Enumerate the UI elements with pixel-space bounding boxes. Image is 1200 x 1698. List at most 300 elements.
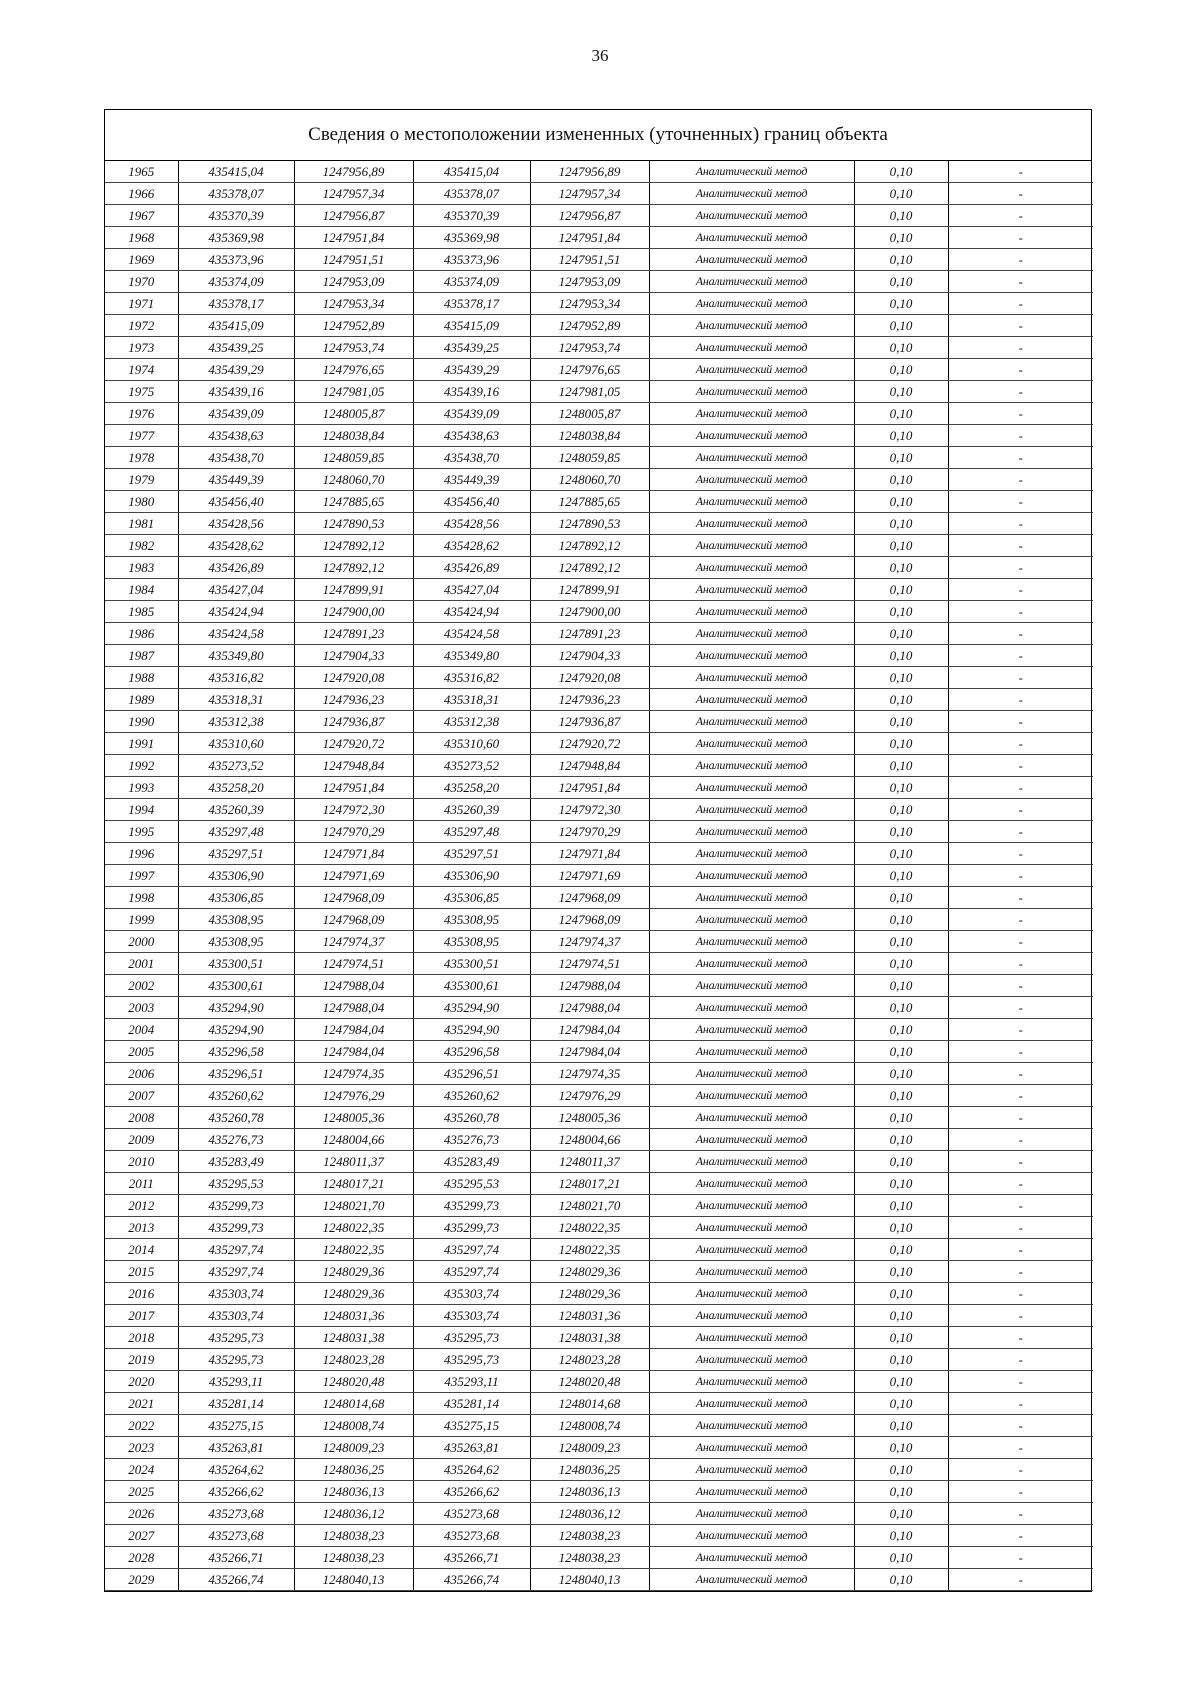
y-old-cell: 1248008,74 <box>294 1415 413 1437</box>
description-cell: - <box>948 1459 1093 1481</box>
x-old-cell: 435295,73 <box>178 1327 294 1349</box>
accuracy-cell: 0,10 <box>854 997 948 1019</box>
y-new-cell: 1248023,28 <box>530 1349 649 1371</box>
accuracy-cell: 0,10 <box>854 403 948 425</box>
y-old-cell: 1247957,34 <box>294 183 413 205</box>
x-new-cell: 435294,90 <box>413 1019 530 1041</box>
y-new-cell: 1247953,34 <box>530 293 649 315</box>
description-cell: - <box>948 667 1093 689</box>
y-old-cell: 1248038,23 <box>294 1525 413 1547</box>
table-row <box>105 1063 1093 1085</box>
method-cell: Аналитический метод <box>649 601 854 623</box>
method-cell: Аналитический метод <box>649 579 854 601</box>
accuracy-cell: 0,10 <box>854 1261 948 1283</box>
x-new-cell: 435299,73 <box>413 1195 530 1217</box>
accuracy-cell: 0,10 <box>854 1195 948 1217</box>
table-row <box>105 1481 1093 1503</box>
y-new-cell: 1247976,65 <box>530 359 649 381</box>
y-old-cell: 1248031,36 <box>294 1305 413 1327</box>
x-old-cell: 435273,52 <box>178 755 294 777</box>
x-old-cell: 435316,82 <box>178 667 294 689</box>
x-old-cell: 435276,73 <box>178 1129 294 1151</box>
point-number-cell: 1988 <box>105 667 178 689</box>
point-number-cell: 2001 <box>105 953 178 975</box>
description-cell: - <box>948 799 1093 821</box>
y-new-cell: 1248011,37 <box>530 1151 649 1173</box>
table-row <box>105 183 1093 205</box>
description-cell: - <box>948 821 1093 843</box>
point-number-cell: 2018 <box>105 1327 178 1349</box>
y-old-cell: 1248011,37 <box>294 1151 413 1173</box>
x-new-cell: 435312,38 <box>413 711 530 733</box>
table-row <box>105 667 1093 689</box>
point-number-cell: 2019 <box>105 1349 178 1371</box>
method-cell: Аналитический метод <box>649 975 854 997</box>
y-new-cell: 1247953,74 <box>530 337 649 359</box>
table-row <box>105 205 1093 227</box>
accuracy-cell: 0,10 <box>854 249 948 271</box>
method-cell: Аналитический метод <box>649 205 854 227</box>
y-old-cell: 1247891,23 <box>294 623 413 645</box>
x-old-cell: 435299,73 <box>178 1195 294 1217</box>
description-cell: - <box>948 909 1093 931</box>
description-cell: - <box>948 1503 1093 1525</box>
x-new-cell: 435316,82 <box>413 667 530 689</box>
method-cell: Аналитический метод <box>649 843 854 865</box>
description-cell: - <box>948 161 1093 183</box>
x-new-cell: 435295,53 <box>413 1173 530 1195</box>
point-number-cell: 1998 <box>105 887 178 909</box>
y-new-cell: 1248038,84 <box>530 425 649 447</box>
method-cell: Аналитический метод <box>649 1393 854 1415</box>
x-new-cell: 435263,81 <box>413 1437 530 1459</box>
x-new-cell: 435415,09 <box>413 315 530 337</box>
point-number-cell: 1976 <box>105 403 178 425</box>
x-new-cell: 435260,39 <box>413 799 530 821</box>
table-row <box>105 1151 1093 1173</box>
y-old-cell: 1247971,69 <box>294 865 413 887</box>
method-cell: Аналитический метод <box>649 1217 854 1239</box>
accuracy-cell: 0,10 <box>854 931 948 953</box>
method-cell: Аналитический метод <box>649 557 854 579</box>
description-cell: - <box>948 887 1093 909</box>
point-number-cell: 1983 <box>105 557 178 579</box>
accuracy-cell: 0,10 <box>854 887 948 909</box>
accuracy-cell: 0,10 <box>854 1283 948 1305</box>
x-old-cell: 435281,14 <box>178 1393 294 1415</box>
method-cell: Аналитический метод <box>649 227 854 249</box>
y-old-cell: 1248060,70 <box>294 469 413 491</box>
y-old-cell: 1247974,51 <box>294 953 413 975</box>
accuracy-cell: 0,10 <box>854 491 948 513</box>
x-old-cell: 435428,56 <box>178 513 294 535</box>
accuracy-cell: 0,10 <box>854 1349 948 1371</box>
accuracy-cell: 0,10 <box>854 271 948 293</box>
accuracy-cell: 0,10 <box>854 1085 948 1107</box>
table-row <box>105 1503 1093 1525</box>
method-cell: Аналитический метод <box>649 1459 854 1481</box>
y-old-cell: 1247920,72 <box>294 733 413 755</box>
x-new-cell: 435293,11 <box>413 1371 530 1393</box>
description-cell: - <box>948 601 1093 623</box>
x-old-cell: 435439,25 <box>178 337 294 359</box>
y-new-cell: 1248022,35 <box>530 1239 649 1261</box>
y-new-cell: 1247970,29 <box>530 821 649 843</box>
description-cell: - <box>948 205 1093 227</box>
table-row <box>105 513 1093 535</box>
method-cell: Аналитический метод <box>649 777 854 799</box>
description-cell: - <box>948 557 1093 579</box>
accuracy-cell: 0,10 <box>854 909 948 931</box>
y-old-cell: 1247936,23 <box>294 689 413 711</box>
table-row <box>105 689 1093 711</box>
point-number-cell: 2011 <box>105 1173 178 1195</box>
method-cell: Аналитический метод <box>649 887 854 909</box>
table-row <box>105 403 1093 425</box>
accuracy-cell: 0,10 <box>854 689 948 711</box>
point-number-cell: 2022 <box>105 1415 178 1437</box>
x-old-cell: 435318,31 <box>178 689 294 711</box>
y-old-cell: 1248040,13 <box>294 1569 413 1591</box>
y-new-cell: 1247984,04 <box>530 1019 649 1041</box>
method-cell: Аналитический метод <box>649 1041 854 1063</box>
x-old-cell: 435295,53 <box>178 1173 294 1195</box>
method-cell: Аналитический метод <box>649 381 854 403</box>
y-new-cell: 1247892,12 <box>530 535 649 557</box>
description-cell: - <box>948 491 1093 513</box>
point-number-cell: 1979 <box>105 469 178 491</box>
table-row <box>105 799 1093 821</box>
y-old-cell: 1247890,53 <box>294 513 413 535</box>
accuracy-cell: 0,10 <box>854 623 948 645</box>
y-new-cell: 1247974,35 <box>530 1063 649 1085</box>
accuracy-cell: 0,10 <box>854 579 948 601</box>
y-old-cell: 1247988,04 <box>294 975 413 997</box>
description-cell: - <box>948 1305 1093 1327</box>
method-cell: Аналитический метод <box>649 1261 854 1283</box>
x-old-cell: 435275,15 <box>178 1415 294 1437</box>
description-cell: - <box>948 1437 1093 1459</box>
x-old-cell: 435439,29 <box>178 359 294 381</box>
point-number-cell: 1995 <box>105 821 178 843</box>
accuracy-cell: 0,10 <box>854 843 948 865</box>
table-row <box>105 843 1093 865</box>
y-old-cell: 1247892,12 <box>294 557 413 579</box>
y-old-cell: 1247920,08 <box>294 667 413 689</box>
method-cell: Аналитический метод <box>649 1239 854 1261</box>
y-new-cell: 1247948,84 <box>530 755 649 777</box>
method-cell: Аналитический метод <box>649 315 854 337</box>
method-cell: Аналитический метод <box>649 249 854 271</box>
accuracy-cell: 0,10 <box>854 315 948 337</box>
x-new-cell: 435300,51 <box>413 953 530 975</box>
table-row <box>105 975 1093 997</box>
y-old-cell: 1248059,85 <box>294 447 413 469</box>
accuracy-cell: 0,10 <box>854 337 948 359</box>
accuracy-cell: 0,10 <box>854 469 948 491</box>
x-old-cell: 435428,62 <box>178 535 294 557</box>
x-old-cell: 435297,51 <box>178 843 294 865</box>
description-cell: - <box>948 1195 1093 1217</box>
y-old-cell: 1247981,05 <box>294 381 413 403</box>
description-cell: - <box>948 777 1093 799</box>
description-cell: - <box>948 843 1093 865</box>
point-number-cell: 1997 <box>105 865 178 887</box>
y-old-cell: 1248005,36 <box>294 1107 413 1129</box>
accuracy-cell: 0,10 <box>854 1371 948 1393</box>
description-cell: - <box>948 1261 1093 1283</box>
x-new-cell: 435370,39 <box>413 205 530 227</box>
x-new-cell: 435424,58 <box>413 623 530 645</box>
y-new-cell: 1247984,04 <box>530 1041 649 1063</box>
y-new-cell: 1248009,23 <box>530 1437 649 1459</box>
y-new-cell: 1248005,36 <box>530 1107 649 1129</box>
x-old-cell: 435378,17 <box>178 293 294 315</box>
accuracy-cell: 0,10 <box>854 1437 948 1459</box>
x-new-cell: 435276,73 <box>413 1129 530 1151</box>
accuracy-cell: 0,10 <box>854 1173 948 1195</box>
x-new-cell: 435306,90 <box>413 865 530 887</box>
x-old-cell: 435439,16 <box>178 381 294 403</box>
y-old-cell: 1248004,66 <box>294 1129 413 1151</box>
x-new-cell: 435297,74 <box>413 1239 530 1261</box>
method-cell: Аналитический метод <box>649 711 854 733</box>
description-cell: - <box>948 1019 1093 1041</box>
point-number-cell: 2017 <box>105 1305 178 1327</box>
x-new-cell: 435275,15 <box>413 1415 530 1437</box>
x-old-cell: 435294,90 <box>178 997 294 1019</box>
x-old-cell: 435296,58 <box>178 1041 294 1063</box>
accuracy-cell: 0,10 <box>854 447 948 469</box>
accuracy-cell: 0,10 <box>854 1393 948 1415</box>
x-new-cell: 435273,68 <box>413 1525 530 1547</box>
x-old-cell: 435283,49 <box>178 1151 294 1173</box>
description-cell: - <box>948 1349 1093 1371</box>
y-new-cell: 1248038,23 <box>530 1525 649 1547</box>
table-row <box>105 1547 1093 1569</box>
y-old-cell: 1247953,74 <box>294 337 413 359</box>
y-new-cell: 1247971,69 <box>530 865 649 887</box>
accuracy-cell: 0,10 <box>854 359 948 381</box>
description-cell: - <box>948 1283 1093 1305</box>
y-new-cell: 1247952,89 <box>530 315 649 337</box>
x-new-cell: 435449,39 <box>413 469 530 491</box>
y-old-cell: 1248005,87 <box>294 403 413 425</box>
description-cell: - <box>948 1085 1093 1107</box>
y-new-cell: 1248031,38 <box>530 1327 649 1349</box>
y-new-cell: 1248021,70 <box>530 1195 649 1217</box>
x-old-cell: 435415,09 <box>178 315 294 337</box>
x-old-cell: 435426,89 <box>178 557 294 579</box>
description-cell: - <box>948 1239 1093 1261</box>
x-old-cell: 435303,74 <box>178 1305 294 1327</box>
method-cell: Аналитический метод <box>649 447 854 469</box>
accuracy-cell: 0,10 <box>854 557 948 579</box>
x-old-cell: 435373,96 <box>178 249 294 271</box>
method-cell: Аналитический метод <box>649 1195 854 1217</box>
x-old-cell: 435300,61 <box>178 975 294 997</box>
x-old-cell: 435439,09 <box>178 403 294 425</box>
y-new-cell: 1248059,85 <box>530 447 649 469</box>
coordinates-table <box>105 161 1093 1591</box>
x-new-cell: 435439,25 <box>413 337 530 359</box>
y-new-cell: 1247981,05 <box>530 381 649 403</box>
point-number-cell: 1990 <box>105 711 178 733</box>
table-row <box>105 293 1093 315</box>
y-new-cell: 1248008,74 <box>530 1415 649 1437</box>
y-new-cell: 1247904,33 <box>530 645 649 667</box>
x-old-cell: 435296,51 <box>178 1063 294 1085</box>
x-old-cell: 435449,39 <box>178 469 294 491</box>
method-cell: Аналитический метод <box>649 1283 854 1305</box>
method-cell: Аналитический метод <box>649 535 854 557</box>
y-old-cell: 1248023,28 <box>294 1349 413 1371</box>
y-old-cell: 1247951,84 <box>294 227 413 249</box>
y-old-cell: 1247984,04 <box>294 1041 413 1063</box>
accuracy-cell: 0,10 <box>854 1063 948 1085</box>
point-number-cell: 2029 <box>105 1569 178 1591</box>
description-cell: - <box>948 1041 1093 1063</box>
y-new-cell: 1248017,21 <box>530 1173 649 1195</box>
x-old-cell: 435374,09 <box>178 271 294 293</box>
x-new-cell: 435266,62 <box>413 1481 530 1503</box>
x-new-cell: 435369,98 <box>413 227 530 249</box>
description-cell: - <box>948 733 1093 755</box>
method-cell: Аналитический метод <box>649 1569 854 1591</box>
x-old-cell: 435273,68 <box>178 1525 294 1547</box>
point-number-cell: 2009 <box>105 1129 178 1151</box>
x-old-cell: 435258,20 <box>178 777 294 799</box>
table-row <box>105 1371 1093 1393</box>
description-cell: - <box>948 1151 1093 1173</box>
y-old-cell: 1248022,35 <box>294 1217 413 1239</box>
x-old-cell: 435260,78 <box>178 1107 294 1129</box>
x-new-cell: 435439,29 <box>413 359 530 381</box>
y-new-cell: 1247936,23 <box>530 689 649 711</box>
y-new-cell: 1247988,04 <box>530 997 649 1019</box>
point-number-cell: 1987 <box>105 645 178 667</box>
y-old-cell: 1247974,35 <box>294 1063 413 1085</box>
table-row <box>105 579 1093 601</box>
point-number-cell: 1989 <box>105 689 178 711</box>
x-old-cell: 435293,11 <box>178 1371 294 1393</box>
table-row <box>105 1459 1093 1481</box>
accuracy-cell: 0,10 <box>854 1569 948 1591</box>
y-new-cell: 1248036,12 <box>530 1503 649 1525</box>
table-row <box>105 359 1093 381</box>
method-cell: Аналитический метод <box>649 1371 854 1393</box>
table-row <box>105 821 1093 843</box>
table-row <box>105 733 1093 755</box>
y-old-cell: 1248031,38 <box>294 1327 413 1349</box>
table-row <box>105 1569 1093 1591</box>
table-row <box>105 755 1093 777</box>
method-cell: Аналитический метод <box>649 513 854 535</box>
accuracy-cell: 0,10 <box>854 645 948 667</box>
point-number-cell: 2008 <box>105 1107 178 1129</box>
x-new-cell: 435294,90 <box>413 997 530 1019</box>
accuracy-cell: 0,10 <box>854 535 948 557</box>
point-number-cell: 2027 <box>105 1525 178 1547</box>
accuracy-cell: 0,10 <box>854 865 948 887</box>
y-new-cell: 1248060,70 <box>530 469 649 491</box>
y-new-cell: 1248031,36 <box>530 1305 649 1327</box>
description-cell: - <box>948 1327 1093 1349</box>
x-new-cell: 435273,68 <box>413 1503 530 1525</box>
x-new-cell: 435308,95 <box>413 909 530 931</box>
table-row <box>105 1415 1093 1437</box>
table-row <box>105 1173 1093 1195</box>
table-row <box>105 1195 1093 1217</box>
accuracy-cell: 0,10 <box>854 1129 948 1151</box>
x-old-cell: 435294,90 <box>178 1019 294 1041</box>
table-row <box>105 161 1093 183</box>
description-cell: - <box>948 997 1093 1019</box>
x-new-cell: 435266,74 <box>413 1569 530 1591</box>
point-number-cell: 1986 <box>105 623 178 645</box>
table-title: Сведения о местоположении измененных (уточненных) границ объекта <box>105 110 1091 161</box>
accuracy-cell: 0,10 <box>854 601 948 623</box>
x-new-cell: 435428,62 <box>413 535 530 557</box>
point-number-cell: 1981 <box>105 513 178 535</box>
table-row <box>105 953 1093 975</box>
table-row <box>105 1217 1093 1239</box>
y-new-cell: 1247974,37 <box>530 931 649 953</box>
x-new-cell: 435318,31 <box>413 689 530 711</box>
x-new-cell: 435299,73 <box>413 1217 530 1239</box>
table-row <box>105 777 1093 799</box>
x-old-cell: 435438,63 <box>178 425 294 447</box>
point-number-cell: 1992 <box>105 755 178 777</box>
description-cell: - <box>948 1217 1093 1239</box>
description-cell: - <box>948 381 1093 403</box>
description-cell: - <box>948 931 1093 953</box>
y-old-cell: 1247976,65 <box>294 359 413 381</box>
y-old-cell: 1247892,12 <box>294 535 413 557</box>
point-number-cell: 1965 <box>105 161 178 183</box>
method-cell: Аналитический метод <box>649 425 854 447</box>
method-cell: Аналитический метод <box>649 469 854 491</box>
x-old-cell: 435297,74 <box>178 1261 294 1283</box>
point-number-cell: 1991 <box>105 733 178 755</box>
accuracy-cell: 0,10 <box>854 777 948 799</box>
x-new-cell: 435306,85 <box>413 887 530 909</box>
y-new-cell: 1247920,72 <box>530 733 649 755</box>
y-old-cell: 1247970,29 <box>294 821 413 843</box>
x-new-cell: 435283,49 <box>413 1151 530 1173</box>
table-row <box>105 1283 1093 1305</box>
x-old-cell: 435299,73 <box>178 1217 294 1239</box>
point-number-cell: 2013 <box>105 1217 178 1239</box>
y-new-cell: 1247957,34 <box>530 183 649 205</box>
y-old-cell: 1247984,04 <box>294 1019 413 1041</box>
description-cell: - <box>948 755 1093 777</box>
accuracy-cell: 0,10 <box>854 1547 948 1569</box>
y-old-cell: 1247976,29 <box>294 1085 413 1107</box>
x-new-cell: 435297,48 <box>413 821 530 843</box>
x-new-cell: 435373,96 <box>413 249 530 271</box>
accuracy-cell: 0,10 <box>854 733 948 755</box>
y-old-cell: 1247956,87 <box>294 205 413 227</box>
table-row <box>105 1239 1093 1261</box>
y-old-cell: 1247904,33 <box>294 645 413 667</box>
point-number-cell: 2012 <box>105 1195 178 1217</box>
point-number-cell: 1973 <box>105 337 178 359</box>
y-new-cell: 1247953,09 <box>530 271 649 293</box>
method-cell: Аналитический метод <box>649 337 854 359</box>
x-old-cell: 435378,07 <box>178 183 294 205</box>
description-cell: - <box>948 425 1093 447</box>
